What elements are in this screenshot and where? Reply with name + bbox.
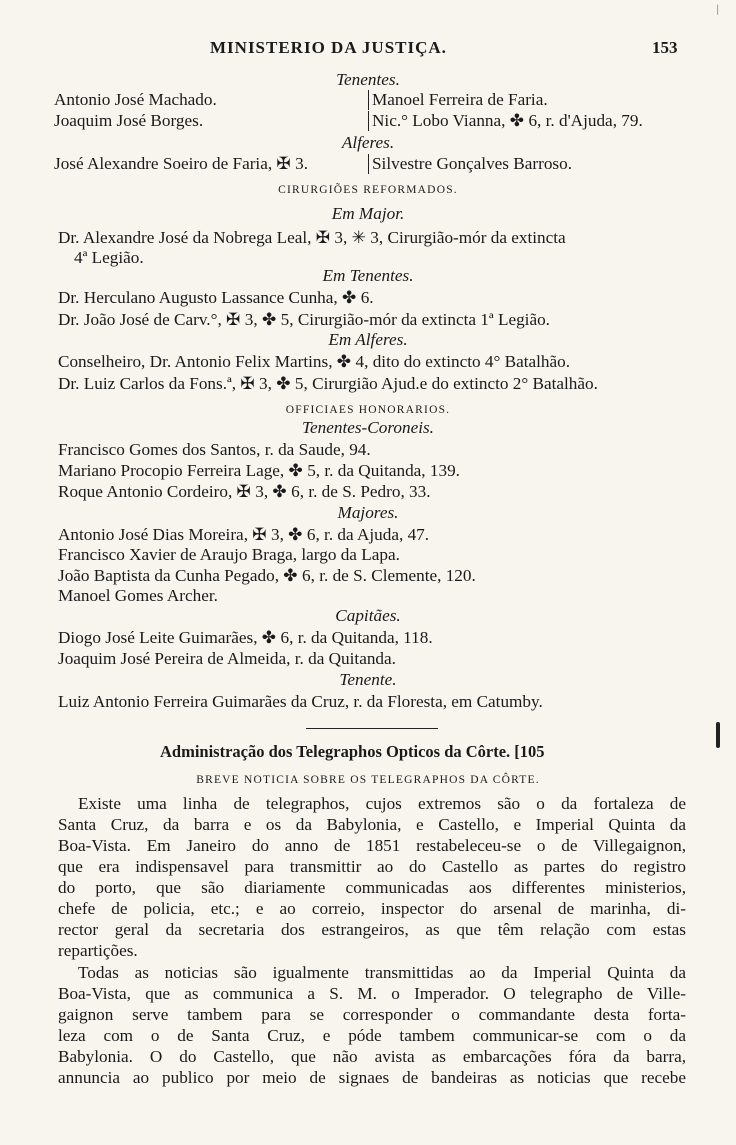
p1-line3: Boa-Vista. Em Janeiro do anno de 1851 restabeleceu-se o de Villegaignon, [58, 836, 686, 855]
p1-line8: repartições. [58, 941, 138, 960]
p2-line5: Babylonia. O do Castello, que não avista as embarcações fóra da barra, [58, 1047, 686, 1066]
capitaes-line2: Joaquim José Pereira de Almeida, r. da Quitanda. [58, 649, 396, 668]
p1-line2: Santa Cruz, da barra e os da Babylonia, e Castello, e Imperial Quinta da [58, 815, 686, 834]
heading-tenente: Tenente. [339, 670, 397, 689]
scan-corner-mark: | [716, 4, 720, 15]
alferes-row1-right: Silvestre Gonçalves Barroso. [368, 154, 572, 174]
tc-line2: Mariano Procopio Ferreira Lage, ✤ 5, r. da Quitanda, 139. [58, 461, 460, 480]
p2-line1: Todas as noticias são igualmente transmittidas ao da Imperial Quinta da [78, 963, 686, 982]
tenentes-row2-left: Joaquim José Borges. [54, 111, 204, 130]
p1-line4: que era indispensavel para transmittir ao do Castello as partes do registro [58, 857, 686, 876]
majores-line3: João Baptista da Cunha Pegado, ✤ 6, r. de S. Clemente, 120. [58, 566, 476, 585]
p2-line6: annuncia ao publico por meio de signaes de bandeiras as noticias que recebe [58, 1068, 686, 1087]
heading-telegraphos: Administração dos Telegraphos Opticos da Côrte. [105 [160, 742, 545, 761]
heading-tenentes-coroneis: Tenentes-Coroneis. [302, 418, 434, 437]
cirurgiao-major-line2: 4ª Legião. [74, 248, 144, 267]
majores-line1: Antonio José Dias Moreira, ✠ 3, ✤ 6, r. da Ajuda, 47. [58, 525, 430, 544]
p1-line5: do porto, que são diariamente communicadas aos differentes ministerios, [58, 878, 686, 897]
tenente-line1: Luiz Antonio Ferreira Guimarães da Cruz, r. da Floresta, em Catumby. [58, 692, 543, 711]
tenentes-row1-right: Manoel Ferreira de Faria. [368, 90, 548, 110]
heading-em-tenentes: Em Tenentes. [322, 266, 414, 285]
cirurgiao-major-line1: Dr. Alexandre José da Nobrega Leal, ✠ 3, ✳ 3, Cirurgião-mór da extincta [58, 228, 566, 247]
majores-line2: Francisco Xavier de Araujo Braga, largo da Lapa. [58, 545, 400, 564]
cirurgiao-tenente-line1: Dr. Herculano Augusto Lassance Cunha, ✤ 6. [58, 288, 374, 307]
section-divider [306, 728, 438, 729]
tc-line3: Roque Antonio Cordeiro, ✠ 3, ✤ 6, r. de S. Pedro, 33. [58, 482, 431, 501]
heading-alferes: Alferes. [341, 133, 395, 152]
alferes-row1-left: José Alexandre Soeiro de Faria, ✠ 3. [54, 154, 309, 173]
p1-line6: chefe de policia, etc.; e ao correio, inspector do arsenal de marinha, di- [58, 899, 686, 918]
p2-line3: gaignon serve tambem para se corresponder o commandante desta forta- [58, 1005, 686, 1024]
running-head-title: MINISTERIO DA JUSTIÇA. [210, 38, 447, 57]
heading-em-major: Em Major. [331, 204, 405, 223]
heading-breve-noticia: BREVE NOTICIA SOBRE OS TELEGRAPHOS DA CÔRTE. [196, 774, 540, 786]
tc-line1: Francisco Gomes dos Santos, r. da Saude, 94. [58, 440, 371, 459]
heading-capitaes: Capitães. [335, 606, 401, 625]
p2-line4: leza com o de Santa Cruz, e póde tambem communicar-se com o da [58, 1026, 686, 1045]
p1-line7: rector geral da secretaria dos estrangeiros, as que têm relação com estas [58, 920, 686, 939]
running-head [0, 38, 736, 60]
heading-tenentes: Tenentes. [336, 70, 400, 89]
tenentes-row1-left: Antonio José Machado. [54, 90, 217, 109]
cirurgiao-tenente-line2: Dr. João José de Carv.°, ✠ 3, ✤ 5, Cirurgião-mór da extincta 1ª Legião. [58, 310, 550, 329]
capitaes-line1: Diogo José Leite Guimarães, ✤ 6, r. da Quitanda, 118. [58, 628, 433, 647]
heading-em-alferes: Em Alferes. [328, 330, 408, 349]
page-number: 153 [652, 38, 678, 57]
heading-majores: Majores. [337, 503, 399, 522]
p1-line1: Existe uma linha de telegraphos, cujos extremos são o da fortaleza de [78, 794, 686, 813]
heading-cirurgioes-reformados: CIRURGIÕES REFORMADOS. [278, 184, 458, 196]
cirurgiao-alferes-line2: Dr. Luiz Carlos da Fons.ª, ✠ 3, ✤ 5, Cirurgião Ajud.e do extincto 2° Batalhão. [58, 374, 598, 393]
tenentes-row2-right: Nic.° Lobo Vianna, ✤ 6, r. d'Ajuda, 79. [368, 111, 643, 131]
p2-line2: Boa-Vista, que as communica a S. M. o Imperador. O telegrapho de Ville- [58, 984, 686, 1003]
heading-officiaes-honorarios: OFFICIAES HONORARIOS. [285, 404, 451, 416]
cirurgiao-alferes-line1: Conselheiro, Dr. Antonio Felix Martins, ✤ 4, dito do extincto 4° Batalhão. [58, 352, 571, 371]
majores-line4: Manoel Gomes Archer. [58, 586, 218, 605]
margin-mark [716, 722, 720, 748]
